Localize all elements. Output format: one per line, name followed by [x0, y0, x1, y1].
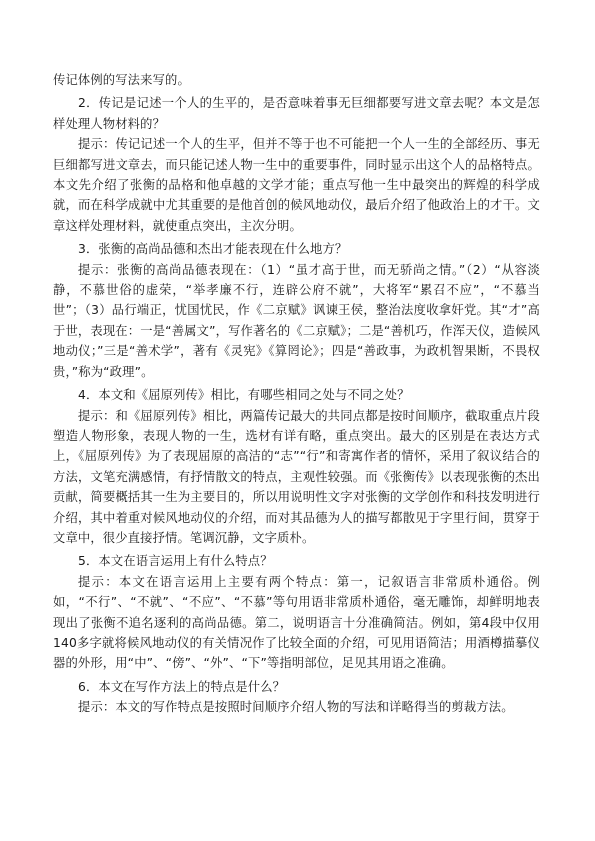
question-5: 5．本文在语言运用上有什么特点？ [78, 554, 273, 569]
question-2: 2．传记是记述一个人的生平的，是否意味着事无巨细都要写进文章去呢？本文是怎样处理人物材料的？ [53, 96, 540, 131]
paragraph-continuation: 传记体例的写法来写的。 [53, 73, 190, 87]
answer-5: 提示：本文在语言运用上主要有两个特点：第一，记叙语言非常质朴通俗。例如，“不行”、“不就”、“不应”、“不慕”等句用语非常质朴通俗，毫无雕饰，却鲜明地表现出了张衡不追名逐利的高尚品德。第二，说明语言十分准确简洁。例如，第4段中仅用140多字就将候风地动仪的有关情况作了比较全面的介绍，可见用语简洁；用酒樽描摹仪器的外形，用“中”、“傍”、“外”、“下”等指明部位，足见其用语之准确。 [53, 574, 540, 671]
answer-2: 提示：传记记述一个人的生平，但并不等于也不可能把一个人一生的全部经历、事无巨细都写进文章去，而只能记述人物一生中的重要事件，同时显示出这个人的品格特点。本文先介绍了张衡的品格和他卓越的文学才能；重点写他一生中最突出的辉煌的科学成就，而在科学成就中尤其重要的是他首创的候风地动仪，最后介绍了他政治上的才干。文章这样处理材料，就使重点突出，主次分明。 [53, 137, 540, 233]
question-6: 6．本文在写作方法上的特点是什么？ [78, 679, 286, 694]
answer-6: 提示：本文的写作特点是按照时间顺序介绍人物的写法和详略得当的剪裁方法。 [78, 700, 514, 715]
document-body [53, 70, 540, 718]
question-4: 4．本文和《屈原列传》相比，有哪些相同之处与不同之处？ [78, 388, 410, 403]
question-3: 3．张衡的高尚品德和杰出才能表现在什么地方？ [78, 242, 348, 257]
answer-4: 提示：和《屈原列传》相比，两篇传记最大的共同点都是按时间顺序，截取重点片段塑造人物形象，表现人物的一生，选材有详有略，重点突出。最大的区别是在表达方式上，《屈原列传》为了表现屈原的高洁的“志”“行”和寄寓作者的情怀，采用了叙议结合的方法，文笔充满感情，有抒情散文的特点，主观性较强。而《张衡传》以表现张衡的杰出贡献，简要概括其一生为主要目的，所以用说明性文字对张衡的文学创作和科技发明进行介绍，其中着重对候风地动仪的介绍，而对其品德为人的描写都散见于字里行间，贯穿于文章中，很少直接抒情。笔调沉静，文字质朴。 [53, 408, 540, 545]
answer-3: 提示：张衡的高尚品德表现在：（1）“虽才高于世，而无骄尚之情。”（2）“从容淡静，不慕世俗的虚荣，“举孝廉不行，连辟公府不就”，大将军“累召不应”，“不慕当世”；（3）品行端正，忧国忧民，作《二京赋》讽谏王侯，整治法度收拿奸党。其“才”高于世，表现在：一是“善属文”，写作著名的《二京赋》；二是“善机巧，作浑天仪，造候风地动仪；”三是“善术学”，著有《灵宪》《算罔论》；四是“善政事，为政机智果断，不畏权贵，”称为“政理”。 [53, 262, 540, 379]
